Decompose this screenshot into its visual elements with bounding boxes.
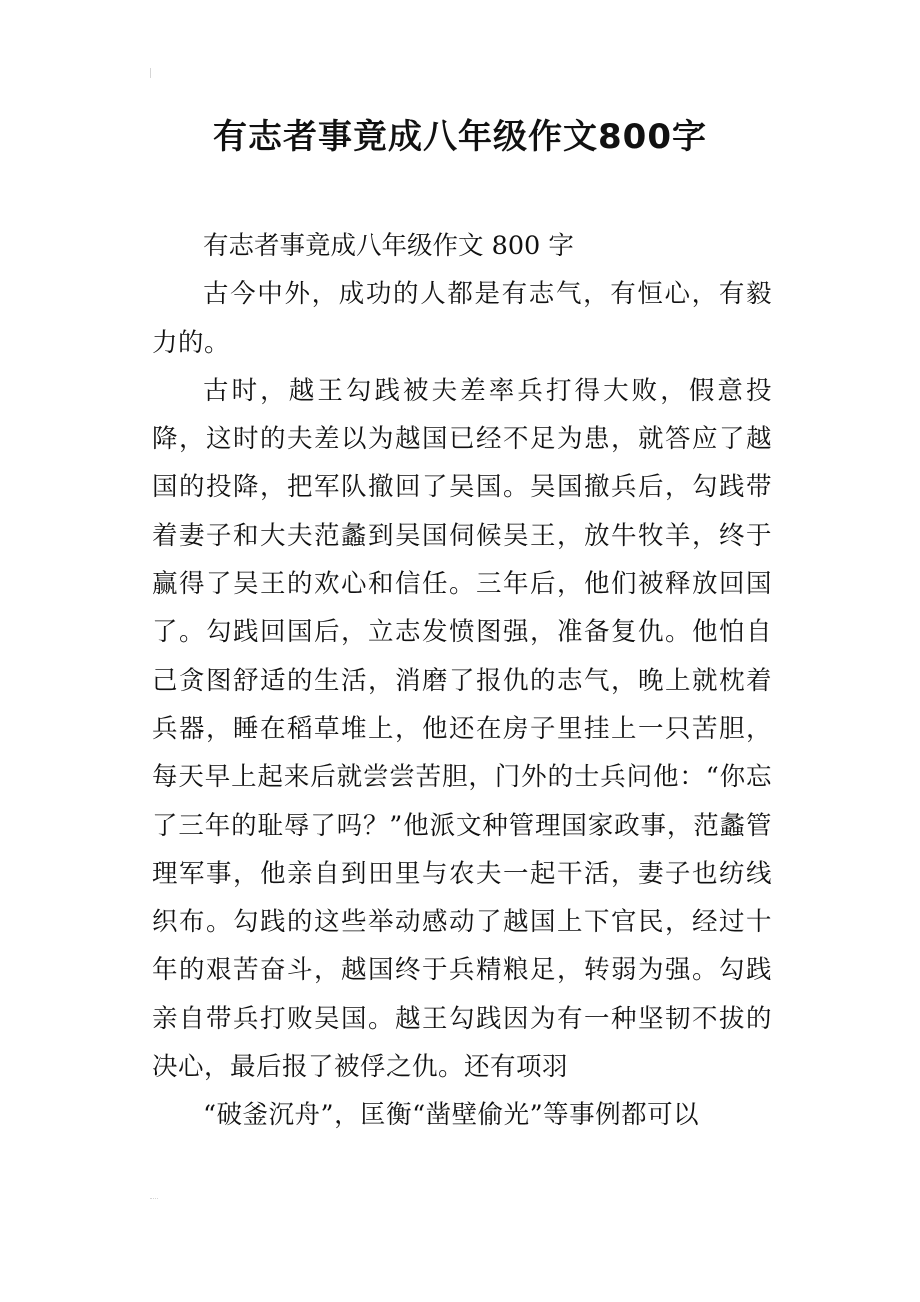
document-title: 有志者事竟成八年级作文800字 — [213, 117, 707, 157]
paragraph: “破釜沉舟”，匡衡“凿壁偷光”等事例都可以 — [203, 1100, 700, 1131]
paragraph: 古时，越王勾践被夫差率兵打得大败，假意投降，这时的夫差以为越国已经不足为患，就答应了越国的投降，把军队撤回了吴国。吴国撤兵后，勾践带着妻子和大夫范蠡到吴国伺候吴王，放牛牧羊，终于赢得了吴王的欢心和信任。三年后，他们被释放回国了。勾践回国后，立志发愤图强，准备复仇。他怕自己贪图舒适的生活，消磨了报仇的志气，晚上就枕着兵器，睡在稻草堆上，他还在房子里挂上一只苦胆，每天早上起来后就尝尝苦胆，门外的士兵问他：“你忘了三年的耻辱了吗？”他派文种管理国家政事，范蠡管理军事，他亲自到田里与农夫一起干活，妻子也纺线织布。勾践的这些举动感动了越国上下官民，经过十年的艰苦奋斗，越国终于兵精粮足，转弱为强。勾践亲自带兵打败吴国。越王勾践因为有一种坚韧不拔的决心，最后报了被俘之仇。还有项羽 — [152, 375, 772, 1083]
document-body — [152, 222, 772, 1140]
corner-mark — [150, 1192, 158, 1199]
corner-mark — [150, 68, 157, 78]
paragraph: 古今中外，成功的人都是有志气，有恒心，有毅力的。 — [152, 279, 772, 358]
subtitle-paragraph: 有志者事竟成八年级作文 800 字 — [203, 231, 574, 261]
